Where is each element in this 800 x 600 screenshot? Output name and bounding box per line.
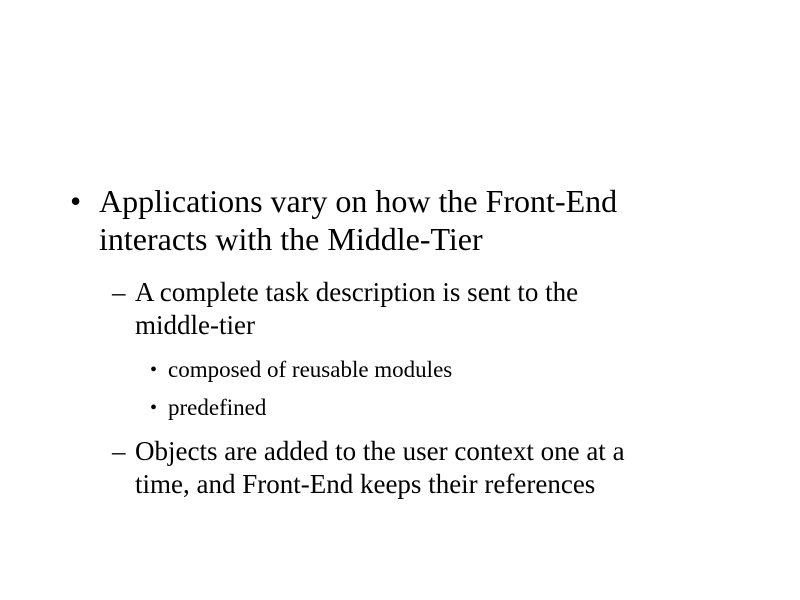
sub-bullet-text-line: time, and Front-End keeps their references bbox=[135, 469, 596, 499]
sub-sub-bullet-marker: • bbox=[150, 359, 158, 381]
sub-bullet-marker: – bbox=[112, 277, 126, 307]
sub-sub-bullet-item bbox=[168, 394, 266, 422]
sub-sub-bullet-text-line: composed of reusable modules bbox=[168, 357, 453, 382]
sub-sub-bullet-item bbox=[168, 356, 452, 384]
sub-bullet-text-line: Objects are added to the user context one at a bbox=[135, 436, 625, 466]
bullet-text-line: interacts with the Middle-Tier bbox=[99, 221, 483, 257]
bullet-marker: • bbox=[70, 183, 82, 219]
sub-bullet-text-line: middle-tier bbox=[135, 310, 255, 340]
sub-sub-bullet-text-line: predefined bbox=[168, 395, 267, 420]
bullet-item bbox=[99, 182, 617, 258]
sub-bullet-item bbox=[135, 276, 578, 342]
sub-bullet-text-line: A complete task description is sent to the bbox=[135, 277, 579, 307]
sub-bullet-item bbox=[135, 435, 625, 501]
sub-sub-bullet-marker: • bbox=[150, 397, 158, 419]
sub-bullet-marker: – bbox=[112, 436, 126, 466]
bullet-text-line: Applications vary on how the Front-End bbox=[99, 183, 618, 219]
